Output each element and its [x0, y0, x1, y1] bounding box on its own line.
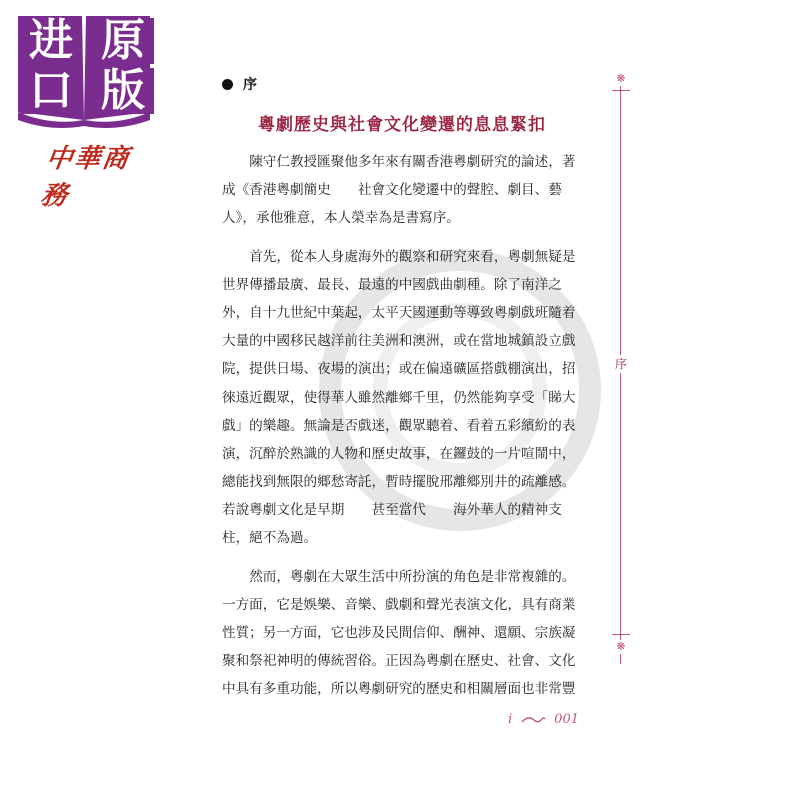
section-heading	[222, 74, 257, 94]
text-line: 徠遠近觀眾，使得華人雖然離鄉千里，仍然能夠享受「睇大	[222, 389, 576, 406]
margin-rule-tick	[612, 90, 630, 91]
text-line: 柱，絕不為過。	[222, 530, 318, 547]
text-line: 世界傳播最廣、最長、最遠的中國戲曲劇種。除了南洋之	[222, 276, 562, 293]
text-line: 首先，從本人身處海外的觀察和研究來看，粵劇無疑是	[249, 248, 576, 265]
publisher-logo	[14, 8, 154, 211]
text-line: 中具有多重功能，所以粵劇研究的歷史和相關層面也非常豐	[222, 681, 576, 698]
text-line: 院，提供日場、夜場的演出；或在偏遠礦區搭戲棚演出，招	[222, 361, 576, 378]
page-title: 粵劇歷史與社會文化變遷的息息緊扣	[258, 115, 546, 135]
paragraph-gap	[222, 553, 584, 563]
logo-char: 版	[92, 68, 154, 114]
text-line: 若說粵劇文化是早期 甚至當代 海外華人的精神支	[222, 502, 562, 519]
text-line: 演，沉醉於熟識的人物和歷史故事，在鑼鼓的一片喧鬧中，	[222, 445, 576, 462]
text-line: 聚和祭祀神明的傳統習俗。正因為粵劇在歷史、社會、文化	[222, 653, 576, 670]
text-line: 戲」的樂趣。無論是否戲迷，觀眾聽着、看着五彩繽紛的表	[222, 417, 576, 434]
text-line: 大量的中國移民越洋前往美洲和澳洲，或在當地城鎮設立戲	[222, 333, 576, 350]
paragraph	[222, 563, 584, 704]
text-line: 成《香港粵劇簡史 社會文化變遷中的聲腔、劇目、藝	[222, 182, 562, 199]
text-line: 總能找到無限的鄉愁寄託，暫時擺脫邢離鄉別井的疏離感。	[222, 474, 576, 491]
logo-char: 原	[92, 18, 154, 64]
paragraph	[222, 148, 584, 233]
logo-char: 进	[20, 18, 82, 64]
folio-roman: i	[508, 712, 513, 727]
folio-page-number: 001	[554, 712, 579, 727]
text-line: 然而，粵劇在大眾生活中所扮演的角色是非常複雜的。	[249, 568, 576, 585]
paragraph-gap	[222, 233, 584, 243]
ornament-icon: ❋	[611, 640, 631, 654]
text-line: 外，自十九世紀中葉起，太平天國運動等導致粵劇戲班隨着	[222, 304, 576, 321]
brand-name: 中華商務	[38, 144, 133, 211]
margin-rule-tick	[612, 634, 630, 635]
side-label: 序	[612, 355, 630, 373]
swirl-ornament-icon	[520, 714, 546, 726]
page-folio	[508, 712, 579, 727]
text-line: 一方面，它是娛樂、音樂、戲劇和聲光表演文化，具有商業	[222, 596, 576, 613]
logo-char: 口	[20, 68, 82, 114]
paragraph	[222, 243, 584, 553]
section-label: 序	[243, 77, 257, 93]
body-text	[222, 148, 584, 704]
text-line: 人》，承他雅意，本人榮幸為是書寫序。	[222, 210, 460, 227]
ornament-icon: ❋	[611, 72, 631, 86]
text-line: 性質；另一方面，它也涉及民間信仰、酬神、還願、宗族凝	[222, 625, 576, 641]
text-line: 陳守仁教授匯聚他多年來有關香港粵劇研究的論述，著	[249, 154, 576, 170]
bullet-icon	[222, 79, 233, 90]
